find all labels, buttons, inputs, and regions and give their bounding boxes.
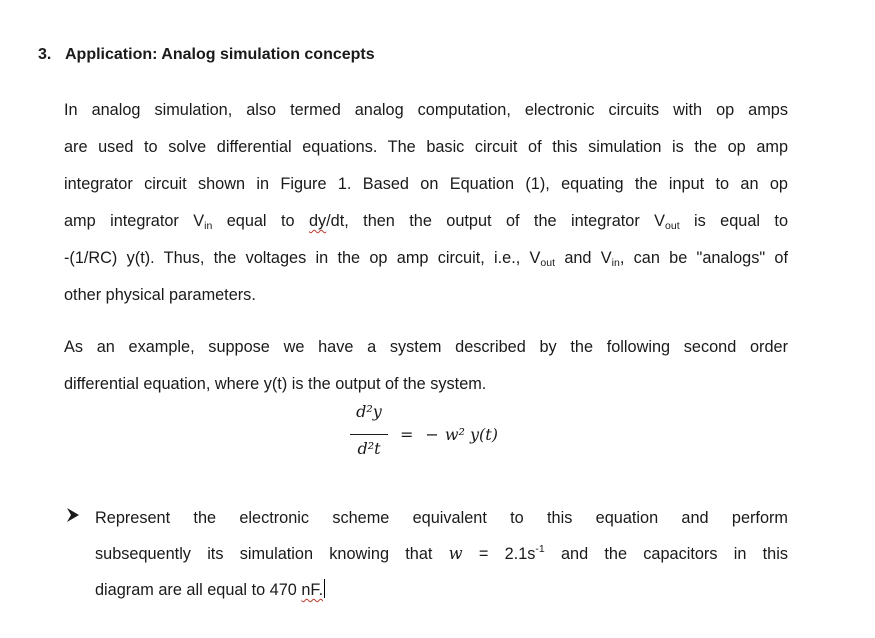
- section-number: 3.: [38, 46, 52, 63]
- minus-sign: −: [425, 425, 439, 444]
- superscript: -1: [535, 543, 545, 555]
- bullet-line: Represent the electronic scheme equivalent to this equation and perform: [95, 509, 788, 527]
- paragraph-intro: [64, 97, 788, 319]
- bullet-line: [95, 541, 788, 577]
- fraction-numerator: d²y: [356, 402, 382, 421]
- text-run: /dt, then the output of the integrator V: [326, 212, 666, 230]
- subscript: out: [540, 257, 556, 269]
- equals-sign: =: [400, 425, 414, 444]
- arrow-bullet-icon: [64, 505, 84, 525]
- text-run: -(1/RC) y(t). Thus, the voltages in the op amp circuit, i.e., V: [64, 249, 541, 267]
- paragraph-line: [64, 208, 788, 245]
- paragraph-line: differential equation, where y(t) is the output of the system.: [64, 375, 487, 393]
- bullet-line: [95, 577, 788, 613]
- paragraph-example: [64, 334, 788, 408]
- paragraph-line: In analog simulation, also termed analog computation, electronic circuits with op amps: [64, 101, 788, 119]
- equation-rhs: [394, 425, 498, 444]
- rhs-expression: w² y(t): [444, 425, 498, 444]
- paragraph-line: integrator circuit shown in Figure 1. Based on Equation (1), equating the input to an op: [64, 175, 788, 193]
- text-run: equal to: [212, 212, 309, 230]
- fraction-bar: [350, 434, 388, 435]
- frequency-value: 2.1s: [504, 545, 536, 563]
- fraction-denominator: d²t: [357, 439, 381, 458]
- section-title: Application: Analog simulation concepts: [65, 46, 375, 63]
- text-run: , can be "analogs" of: [619, 249, 788, 267]
- text-run: amp integrator V: [64, 212, 205, 230]
- text-run: and the capacitors in this: [544, 545, 788, 563]
- paragraph-line: are used to solve differential equations. The basic circuit of this simulation is the op amp: [64, 138, 788, 156]
- text-run: diagram are all equal to 470: [95, 581, 302, 599]
- paragraph-line: [64, 245, 788, 282]
- spellcheck-word: dy: [308, 212, 327, 230]
- spellcheck-word: nF.: [301, 581, 324, 599]
- text-run: subsequently its simulation knowing that: [95, 545, 449, 563]
- text-run: and V: [555, 249, 612, 267]
- variable-w: w: [448, 544, 463, 563]
- paragraph-line: other physical parameters.: [64, 286, 256, 304]
- subscript: out: [665, 220, 680, 232]
- text-run: is equal to: [679, 212, 788, 230]
- differential-equation: [350, 402, 550, 462]
- subscript: in: [611, 257, 620, 269]
- section-heading: [38, 46, 375, 64]
- text-cursor[interactable]: [324, 579, 325, 598]
- text-run: =: [462, 545, 505, 563]
- paragraph-line: As an example, suppose we have a system described by the following second order: [64, 338, 788, 356]
- subscript: in: [204, 220, 213, 232]
- bullet-task: [95, 505, 788, 613]
